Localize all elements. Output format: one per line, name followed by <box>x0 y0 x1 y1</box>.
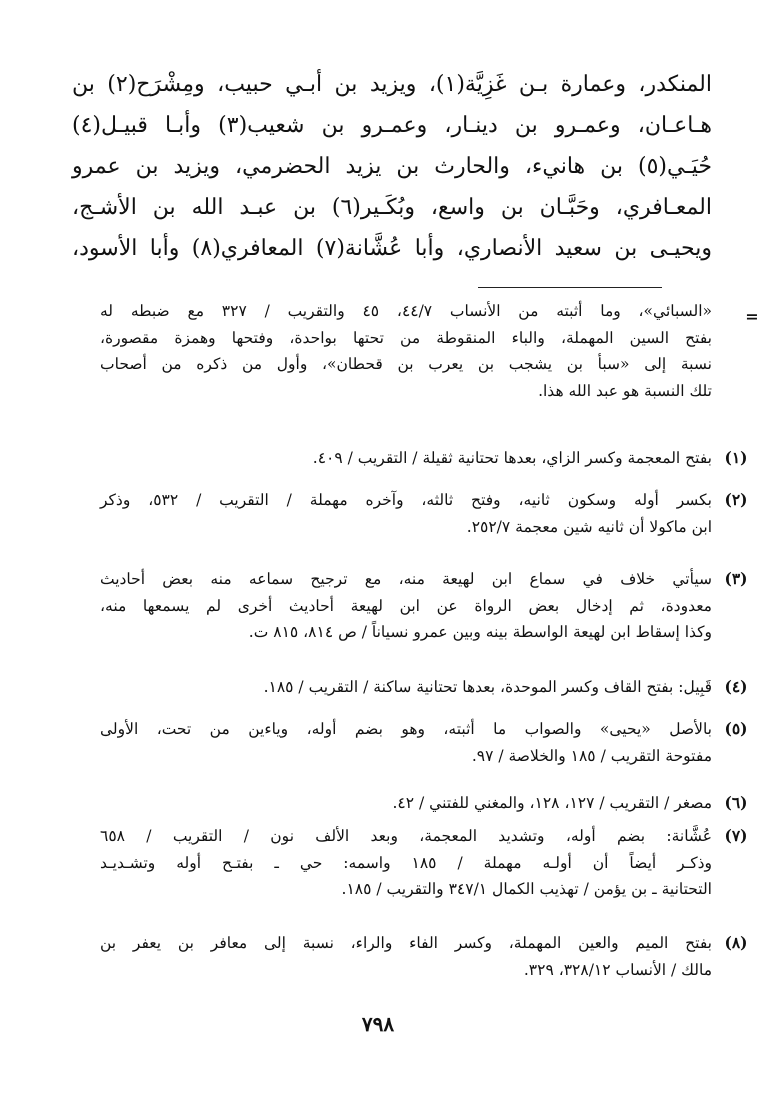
footnote-line: نسبة إلى «سبأ بن يشجب بن يعرب بن قحطان»، وأول من ذكره من أصحاب <box>100 355 712 373</box>
footnote-line: بفتح الميم والعين المهملة، وكسر الفاء والراء، نسبة إلى معافر بن يعفر بن <box>100 934 712 952</box>
main-text-line: المعـافري، وحَبَّـان بن واسع، وبُكَـير(٦) بن عبـد الله بن الأشـج، <box>72 195 713 220</box>
main-text-line: المنكدر، وعمارة بـن غَزِيَّة(١)، ويزيد بن أبـي حبيب، ومِشْرَح(٢) بن <box>72 72 712 97</box>
footnote-2 <box>100 487 748 540</box>
footnote-line: وذكـر أيضاً أن أولـه مهملة / ١٨٥ واسمه: حي ـ بفتـح أوله وتشـديـد <box>100 853 712 872</box>
footnote-line: بكسر أوله وسكون ثانيه، وفتح ثالثه، وآخره مهملة / التقريب / ٥٣٢، وذكر <box>100 491 712 509</box>
footnote-number: (٢) <box>724 490 748 509</box>
footnote-8 <box>100 930 748 983</box>
main-text-line: ويحيـى بن سعيد الأنصاري، وأبا عُشَّانة(٧) المعافري(٨) وأبا الأسود، <box>72 236 712 261</box>
footnote-separator <box>478 287 662 288</box>
footnote-line: وكذا إسقاط ابن لهيعة الواسطة بينه وبين عمرو نسياناً / ص ٨١٤، ٨١٥ ت. <box>248 623 712 641</box>
footnote-line: «السبائي»، وما أثبته من الأنساب ٤٤/٧، ٤٥ والتقريب / ٣٢٧ مع ضبطه له <box>100 302 713 320</box>
footnote-line: مالك / الأنساب ٣٢٨/١٢، ٣٢٩. <box>523 960 712 979</box>
page-number: ٧٩٨ <box>361 1012 395 1036</box>
footnote-line: معدودة، ثم إدخال بعض الرواة عن ابن لهيعة أحاديث أخرى لم يسمعها منه، <box>100 596 712 615</box>
footnote-number: (٧) <box>724 826 748 845</box>
footnote-4 <box>100 674 748 701</box>
footnote-line: بالأصل «يحيى» والصواب ما أثبته، وهو بضم أوله، وياءين من تحت، الأولى <box>100 720 712 738</box>
footnote-line: ابن ماكولا أن ثانيه شين معجمة ٢٥٢/٧. <box>466 517 712 536</box>
footnote-number: (١) <box>724 448 748 467</box>
footnote-number: (٦) <box>724 793 748 812</box>
main-text-line: حُيَـي(٥) بن هانيء، والحارث بن يزيد الحضرمي، ويزيد بن عمرو <box>72 154 712 179</box>
footnote-number: (٨) <box>724 933 748 952</box>
footnote-line: تلك النسبة هو عبد الله هذا. <box>538 381 712 400</box>
footnote-line: عُشَّانة: بضم أوله، وتشديد المعجمة، وبعد الألف نون / التقريب / ٦٥٨ <box>100 827 712 845</box>
footnote-7 <box>100 823 748 903</box>
continuation-marker: = <box>745 307 759 326</box>
footnote-line: مصغر / التقريب / ١٢٧، ١٢٨، والمغني للفتني / ٤٢. <box>392 794 712 812</box>
footnote-line: مفتوحة التقريب / ١٨٥ والخلاصة / ٩٧. <box>471 746 712 765</box>
footnote-line: قَبِيل: بفتح القاف وكسر الموحدة، بعدها تحتانية ساكنة / التقريب / ١٨٥. <box>263 678 712 696</box>
footnote-5 <box>100 716 748 769</box>
footnote-line: بفتح السين المهملة، والباء المنقوطة من تحتها بواحدة، وفتحها وهمزة مقصورة، <box>100 328 712 347</box>
main-text-line: هـاعـان، وعمـرو بن دينـار، وعمـرو بن شعيب(٣) وأبـا قبيـل(٤) <box>72 113 713 138</box>
footnote-number: (٥) <box>724 719 748 738</box>
footnote-continuation <box>100 298 759 404</box>
footnote-line: التحتانية ـ بن يؤمن / تهذيب الكمال ٣٤٧/١ والتقريب / ١٨٥. <box>341 880 712 898</box>
footnote-number: (٤) <box>724 677 748 696</box>
footnote-line: سيأتي خلاف في سماع ابن لهيعة منه، مع ترجيح سماعه منه بعض أحاديث <box>100 570 712 588</box>
footnote-line: بفتح المعجمة وكسر الزاي، بعدها تحتانية ثقيلة / التقريب / ٤٠٩. <box>312 449 712 467</box>
footnote-1 <box>100 445 748 472</box>
main-text-block <box>72 64 712 269</box>
footnote-3 <box>100 566 748 646</box>
footnote-number: (٣) <box>724 569 748 588</box>
footnote-6 <box>100 790 748 817</box>
